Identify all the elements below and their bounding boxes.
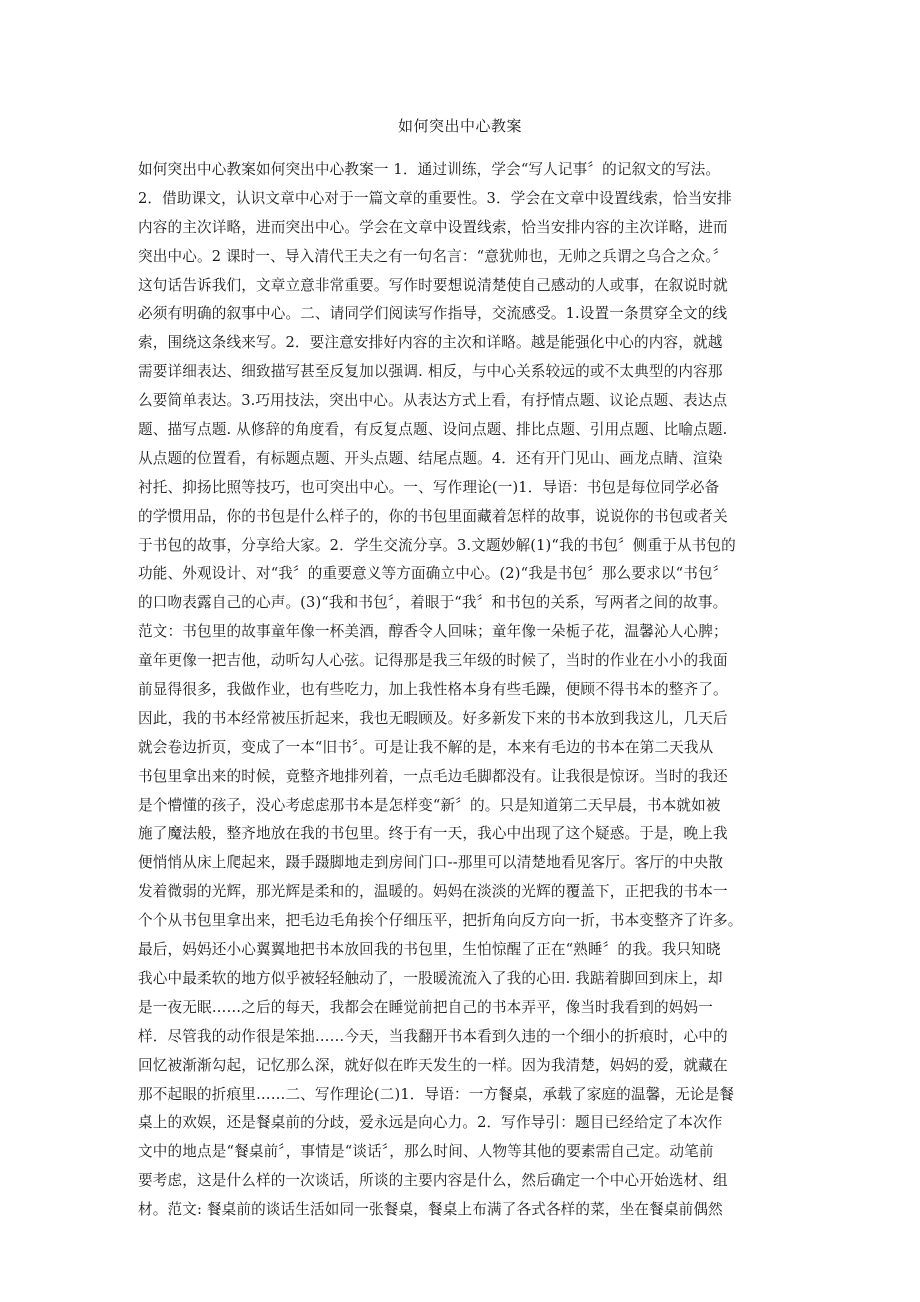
body-line: 题、描写点题. 从修辞的角度看，有反复点题、设问点题、排比点题、引用点题、比喻点题.: [138, 421, 728, 439]
body-line: 施了魔法般，整齐地放在我的书包里。终于有一天，我心中出现了这个疑惑。于是，晚上我: [138, 825, 728, 843]
body-line: 内容的主次详略，进而突出中心。学会在文章中设置线索，恰当安排内容的主次详略，进而: [138, 218, 728, 236]
body-line: 从点题的位置看，有标题点题、开头点题、结尾点题。4．还有开门见山、画龙点睛、渲染: [138, 449, 723, 467]
body-line: 桌上的欢娱，还是餐桌前的分歧，爱永远是向心力。2．写作导引：题目已经给定了本次作: [138, 1114, 723, 1132]
body-line: 是个懵懂的孩子，没心考虑虑那书本是怎样变“新〞的。只是知道第二天早晨，书本就如被: [138, 796, 721, 814]
body-line: 个个从书包里拿出来，把毛边毛角挨个仔细压平，把折角向反方向一折，书本变整齐了许多。: [138, 912, 743, 930]
body-line: 材。范文: 餐桌前的谈话生活如同一张餐桌，餐桌上布满了各式各样的菜，坐在餐桌前偶然: [138, 1201, 723, 1219]
body-line: 么要简单表达。3.巧用技法，突出中心。从表达方式上看，有抒情点题、议论点题、表达点: [138, 392, 728, 410]
body-line: 是一夜无眠……之后的每天，我都会在睡觉前把自己的书本弄平，像当时我看到的妈妈一: [138, 998, 714, 1016]
document-body: [138, 156, 790, 1225]
body-line: 文中的地点是“餐桌前〞，事情是“谈话〞，那么时间、人物等其他的要素需自己定。动笔前: [138, 1143, 714, 1161]
body-line: 发着微弱的光辉，那光辉是柔和的，温暖的。妈妈在淡淡的光辉的覆盖下，正把我的书本一: [138, 883, 728, 901]
body-line: 样．尽管我的动作很是笨拙……今天，当我翻开书本看到久违的一个细小的折痕时，心中的: [138, 1027, 728, 1045]
body-line: 要考虑，这是什么样的一次谈话，所谈的主要内容是什么，然后确定一个中心开始选材、组: [138, 1172, 728, 1190]
body-line: 便悄悄从床上爬起来，蹑手蹑脚地走到房间门口--那里可以清楚地看见客厅。客厅的中央散: [138, 854, 724, 872]
body-line: 衬托、抑扬比照等技巧，也可突出中心。一、写作理论(一)1．导语：书包是每位同学必备: [138, 478, 720, 496]
body-line: 书包里拿出来的时候，竟整齐地排列着，一点毛边毛脚都没有。让我很是惊讶。当时的我还: [138, 767, 728, 785]
body-line: 索，围绕这条线来写。2．要注意安排好内容的主次和详略。越是能强化中心的内容，就越: [138, 334, 723, 352]
body-line: 功能、外观设计、对“我〞的重要意义等方面确立中心。(2)“我是书包〞那么要求以“书包〞: [138, 565, 728, 583]
body-line: 必须有明确的叙事中心。二、请同学们阅读写作指导，交流感受。1.设置一条贯穿全文的线: [138, 305, 728, 323]
body-line: 2．借助课文，认识文章中心对于一篇文章的重要性。3．学会在文章中设置线索，恰当安排: [138, 189, 732, 207]
body-line: 我心中最柔软的地方似乎被轻轻触动了，一股暖流流入了我的心田. 我踮着脚回到床上，却: [138, 969, 723, 987]
body-line: 需要详细表达、细致描写甚至反复加以强调. 相反，与中心关系较远的或不太典型的内容那: [138, 363, 723, 381]
body-line: 因此，我的书本经常被压折起来，我也无暇顾及。好多新发下来的书本放到我这儿，几天后: [138, 709, 728, 727]
body-line: 那不起眼的折痕里……二、写作理论(二)1．导语：一方餐桌，承载了家庭的温馨，无论是餐: [138, 1085, 735, 1103]
body-line: 最后，妈妈还小心翼翼地把书本放回我的书包里，生怕惊醒了正在“熟睡〞的我。我只知晓: [138, 941, 721, 959]
body-line: 这句话告诉我们，文章立意非常重要。写作时要想说清楚使自己感动的人或事，在叙说时就: [138, 276, 728, 294]
body-line: 的口吻表露自己的心声。(3)“我和书包〞，着眼于“我〞和书包的关系，写两者之间的故事。: [138, 594, 728, 612]
body-line: 就会卷边折页，变成了一本“旧书〞。可是让我不解的是，本来有毛边的书本在第二天我从: [138, 738, 714, 756]
document-title: 如何突出中心教案: [397, 117, 522, 135]
body-line: 童年更像一把吉他，动听勾人心弦。记得那是我三年级的时候了，当时的作业在小小的我面: [138, 652, 728, 670]
body-line: 的学惯用品，你的书包是什么样子的，你的书包里面藏着怎样的故事，说说你的书包或者关: [138, 507, 728, 525]
body-line: 范文：书包里的故事童年像一杯美酒，醇香令人回味；童年像一朵栀子花，温馨沁人心脾；: [138, 623, 728, 641]
body-line: 前显得很多，我做作业，也有些吃力，加上我性格本身有些毛躁，便顾不得书本的整齐了。: [138, 681, 728, 699]
body-line: 如何突出中心教案如何突出中心教案一 1．通过训练，学会“写人记事〞的记叙文的写法。: [138, 161, 721, 178]
body-line: 回忆被渐渐勾起，记忆那么深，就好似在昨天发生的一样。因为我清楚，妈妈的爱，就藏在: [138, 1056, 728, 1074]
body-line: 于书包的故事，分享给大家。2．学生交流分享。3.文题妙解(1)“我的书包〞侧重于从书包的: [138, 536, 736, 554]
body-line: 突出中心。2 课时一、导入清代王夫之有一句名言：“意犹帅也，无帅之兵谓之乌合之众。〞: [138, 247, 728, 265]
